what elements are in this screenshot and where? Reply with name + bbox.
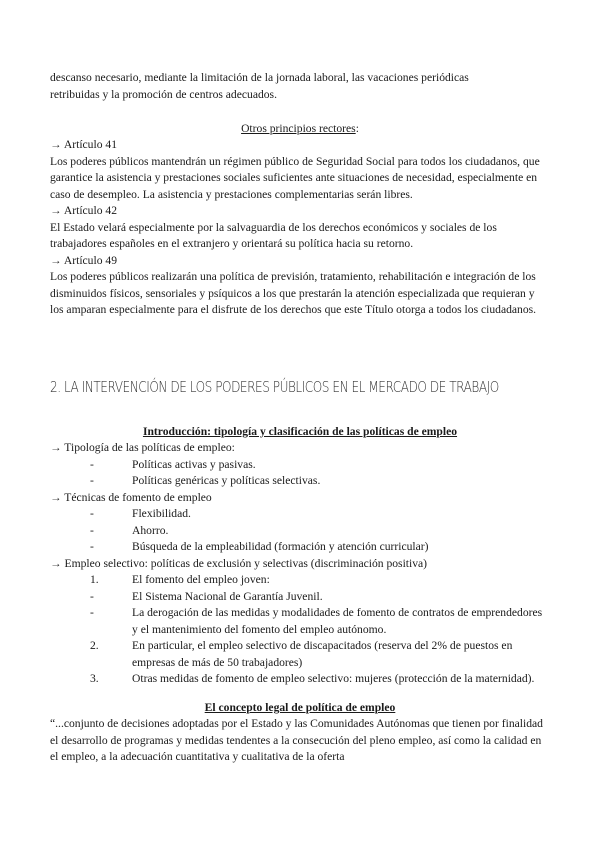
arrow-icon: →	[50, 253, 62, 267]
otros-title-colon: :	[355, 122, 359, 135]
dash-icon: -	[90, 474, 94, 487]
article-49-label: → Artículo 49	[50, 253, 117, 267]
dash-icon: -	[90, 589, 94, 603]
arrow-icon: →	[50, 556, 62, 570]
list-item: 1. El fomento del empleo joven:	[90, 572, 550, 589]
number-marker: 1.	[90, 573, 99, 586]
otros-principios-title	[50, 121, 550, 138]
concepto-paragraph: “...conjunto de decisiones adoptadas por el Estado y las Comunidades Autónomas que tienen por finalidad el desarrollo de programas y medidas tendentes a la consecución del pleno empleo, así como la calidad en el empleo, a la adecuación cuantitativa y cualitativa de la oferta	[50, 717, 543, 763]
list-item: - Flexibilidad.	[90, 506, 550, 523]
concepto-title: El concepto legal de política de empleo	[204, 701, 396, 714]
number-marker: 3.	[90, 672, 99, 685]
article-42-label: → Artículo 42	[50, 204, 117, 217]
list-item: - Políticas genéricas y políticas selectivas.	[90, 473, 550, 490]
article-42-text: El Estado velará especialmente por la salvaguardia de los derechos económicos y sociales de los trabajadores españoles en el extranjero y orientará su política hacia su retorno.	[50, 220, 497, 250]
otros-title-text: Otros principios rectores	[241, 122, 356, 135]
articles-section	[50, 137, 550, 319]
article-41-label: → Artículo 41	[50, 138, 117, 151]
list-item: - El Sistema Nacional de Garantía Juvenil.	[90, 589, 550, 606]
list-item: - La derogación de las medidas y modalidades de fomento de contratos de emprendedores y el mantenimiento del fomento del empleo autónomo.	[90, 606, 543, 636]
number-marker: 2.	[90, 639, 99, 652]
intro-line-1: descanso necesario, mediante la limitación de la jornada laboral, las vacaciones periódicas	[50, 71, 469, 84]
arrow-icon: →	[50, 204, 62, 217]
intro-title: Introducción: tipología y clasificación de las políticas de empleo	[142, 425, 458, 438]
policy-list	[50, 440, 550, 688]
list-item: - Búsqueda de la empleabilidad (formación y atención curricular)	[90, 539, 550, 556]
list-item: 2. En particular, el empleo selectivo de discapacitados (reserva del 2% de puestos en empresas de más de 50 trabajadores)	[90, 639, 513, 669]
dash-icon: -	[90, 507, 94, 520]
dash-icon: -	[90, 523, 94, 537]
intro-line-2: retribuidas y la promoción de centros adecuados.	[50, 87, 277, 101]
arrow-icon: →	[50, 138, 62, 151]
arrow-icon: →	[50, 490, 62, 504]
list-item: - Ahorro.	[90, 523, 550, 540]
dash-icon: -	[90, 457, 94, 471]
list-item: - Políticas activas y pasivas.	[90, 457, 550, 474]
section-2-heading: 2. LA INTERVENCIÓN DE LOS PODERES PÚBLICOS EN EL MERCADO DE TRABAJO	[50, 378, 499, 396]
tecnicas-item: → Técnicas de fomento de empleo	[50, 490, 212, 504]
article-49-text: Los poderes públicos realizarán una política de previsión, tratamiento, rehabilitación e integración de los disminuidos físicos, sensoriales y psíquicos a los que prestarán la atención especializada que requieran y los amparan especialmente para el disfrute de los derechos que este Título otorga a todos los ciudadanos.	[50, 270, 537, 316]
selectivo-item: → Empleo selectivo: políticas de exclusión y selectivas (discriminación positiva)	[50, 556, 428, 570]
dash-icon: -	[90, 606, 94, 619]
intro-paragraph	[50, 70, 550, 103]
tipologia-item: → Tipología de las políticas de empleo:	[50, 441, 235, 454]
arrow-icon: →	[50, 441, 62, 454]
article-41-text: Los poderes públicos mantendrán un régimen público de Seguridad Social para todos los ciudadanos, que garantice la asistencia y prestaciones sociales suficientes ante situaciones de necesidad, especialmente en caso de desempleo. La asistencia y prestaciones complementarias serán libres.	[50, 154, 540, 201]
list-item: 3. Otras medidas de fomento de empleo selectivo: mujeres (protección de la maternidad).	[90, 671, 550, 688]
dash-icon: -	[90, 540, 94, 553]
